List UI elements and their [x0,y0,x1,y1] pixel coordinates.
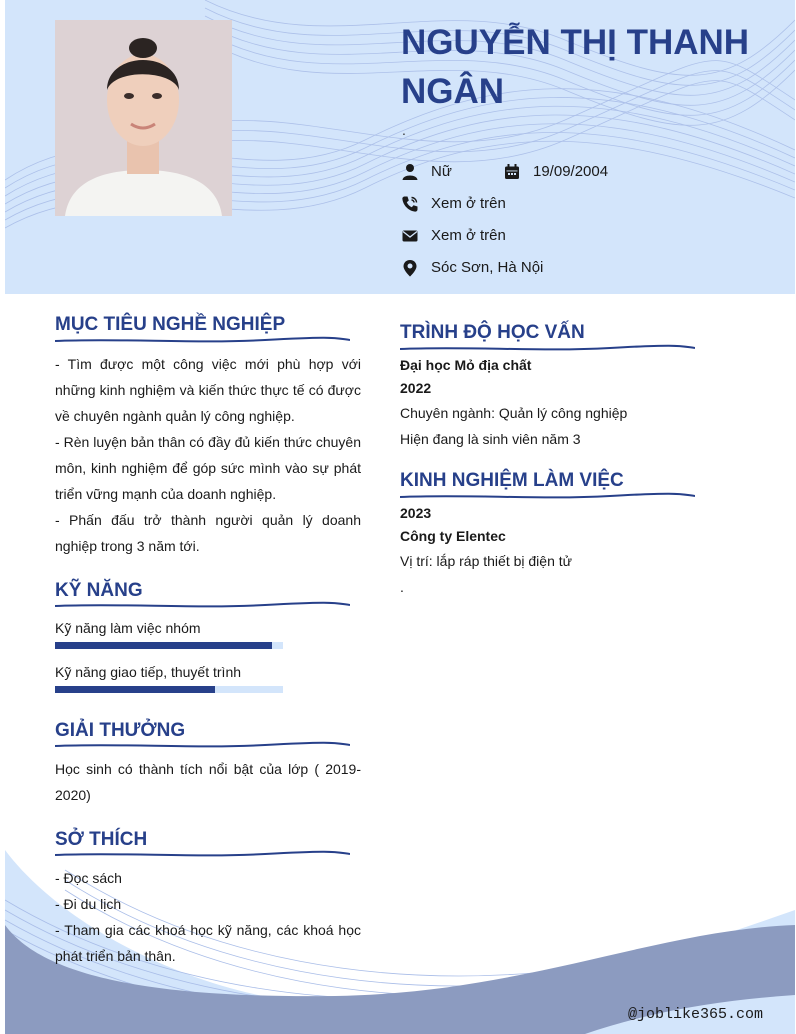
education-major: Chuyên ngành: Quản lý công nghiệp [400,405,628,421]
career-objective-underline [55,336,350,344]
experience-company: Công ty Elentec [400,528,506,544]
education-status: Hiện đang là sinh viên năm 3 [400,431,581,447]
skills-title: KỸ NĂNG [55,580,143,601]
awards-title: GIẢI THƯỞNG [55,720,186,741]
cv-page [5,0,795,1034]
hobby-line: - Đi du lịch [55,896,122,912]
education-title: TRÌNH ĐỘ HỌC VẤN [400,322,585,343]
phone-icon [401,195,419,213]
watermark: @joblike365.com [628,1006,764,1023]
map-pin-icon [401,259,419,277]
career-objective-title: MỤC TIÊU NGHỀ NGHIỆP [55,314,286,335]
hobbies-underline [55,850,350,858]
skill-bar-fill [55,642,272,649]
hobbies-text [55,865,361,969]
skill-bar-fill [55,686,215,693]
hobby-line: - Tham gia các khoá học kỹ năng, các khoá học phát triển bản thân. [55,922,361,964]
career-objective-line: - Tìm được một công việc mới phù hợp với những kinh nghiệm và kiến thức thực tế có được về chuyên ngành quản lý công nghiệp. [55,356,361,424]
skill-label: Kỹ năng giao tiếp, thuyết trình [55,664,242,680]
candidate-name: NGUYỄN THỊ THANH NGÂN [401,23,750,111]
address-value: Sóc Sơn, Hà Nội [431,259,544,276]
career-objective-line: - Rèn luyện bản thân có đầy đủ kiến thức chuyên môn, kinh nghiệm để góp sức mình vào sự phát triển vững mạnh của doanh nghiệp. [55,434,361,502]
award-line: Học sinh có thành tích nổi bật của lớp ( 2019-2020) [55,761,361,803]
calendar-icon [503,163,521,181]
skill-label: Kỹ năng làm việc nhóm [55,620,201,636]
email-value: Xem ở trên [431,227,506,244]
skill-bar [55,642,283,649]
tagline: . [402,122,406,138]
awards-text [55,756,361,808]
envelope-icon [401,227,419,245]
user-icon [401,163,419,181]
skills-underline [55,601,350,609]
hobby-line: - Đọc sách [55,870,122,886]
career-objective-text [55,351,361,559]
portrait-image [55,20,232,216]
phone-value: Xem ở trên [431,195,506,212]
gender-value: Nữ [431,163,452,180]
career-objective-line: - Phấn đấu trở thành người quản lý doanh nghiệp trong 3 năm tới. [55,512,361,554]
experience-underline [400,492,695,500]
experience-position: Vị trí: lắp ráp thiết bị điện tử [400,553,573,569]
profile-photo [55,20,232,216]
experience-year: 2023 [400,505,432,521]
education-year: 2022 [400,380,432,396]
experience-title: KINH NGHIỆM LÀM VIỆC [400,470,624,491]
birthdate-value: 19/09/2004 [533,163,609,180]
education-underline [400,344,695,352]
hobbies-title: SỞ THÍCH [55,829,148,850]
skill-bar [55,686,283,693]
education-school: Đại học Mỏ địa chất [400,357,532,373]
awards-underline [55,741,350,749]
experience-note: . [400,579,404,595]
